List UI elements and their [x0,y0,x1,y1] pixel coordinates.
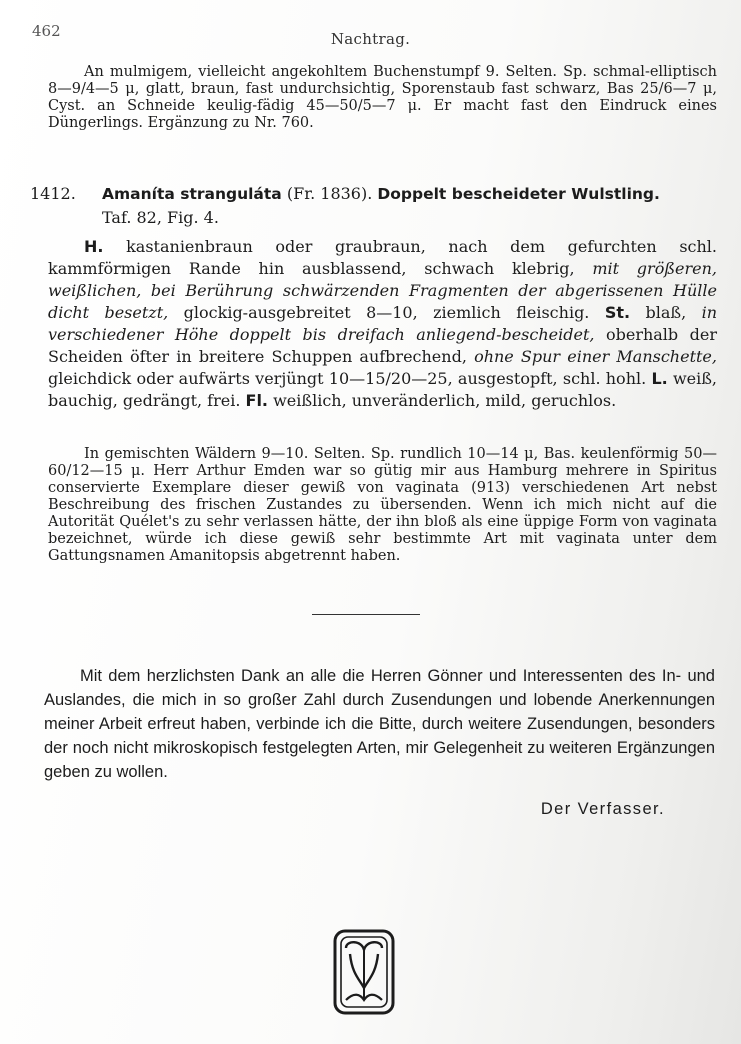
hat-text-2: glockig-ausgebreitet 8—10, ziemlich fleischig. [183,303,590,322]
stem-text-2: oberhalb der Scheiden öfter in breitere Schuppen aufbrechend, [48,325,718,366]
entry-plate-ref: Taf. 82, Fig. 4. [102,208,219,227]
hat-label: H. [84,237,104,256]
running-head: Nachtrag. [330,30,411,48]
stem-text-1: blaß, [645,303,687,322]
printer-mark-icon [332,928,396,1016]
addendum-paragraph [48,64,717,132]
flesh-text: weißlich, unveränderlich, mild, geruchlos. [273,391,617,410]
signature: Der Verfasser. [540,800,665,818]
closing-paragraph [44,664,715,784]
entry-note [48,446,717,565]
stem-text-3: gleichdick oder aufwärts verjüngt 10—15/20—25, ausgestopft, schl. hohl. [48,369,647,388]
entry-heading [30,182,660,230]
entry-number: 1412. [30,184,76,203]
entry-scientific-name: Amaníta stranguláta [102,185,282,203]
entry-note-text: In gemischten Wäldern 9—10. Selten. Sp. rundlich 10—14 μ, Bas. keulenförmig 50—60/12—15 μ. Herr Arthur Emden war so gütig mir aus Hamburg mehrere in Spiritus conservierte Exemplare dieser gewiß von vaginata (913) verschiedenen Art nebst Beschreibung des frischen Zustandes zu übersenden. Wenn ich mich nicht auf die Autorität Quélet's zu sehr verlassen hätte, der ihn bloß als eine üppige Form von vaginata bezeichnet, würde ich diese gewiß sehr bestimmte Art mit vaginata unter dem Gattungsnamen Amanitopsis abgetrennt haben. [48,446,717,564]
stem-label: St. [604,303,631,322]
entry-common-name: Doppelt bescheideter Wulstling. [377,185,660,203]
page-number: 462 [32,22,61,40]
addendum-text: An mulmigem, vielleicht angekohltem Buchenstumpf 9. Selten. Sp. schmal-elliptisch 8—9/4—5 μ, glatt, braun, fast undurchsichtig, Sporenstaub fast schwarz, Bas 25/6—7 μ, Cyst. an Schneide keulig-fädig 45—50/5—7 μ. Er macht fast den Eindruck eines Düngerlings. Ergänzung zu Nr. 760. [48,64,717,131]
entry-description [48,236,717,412]
entry-author: (Fr. 1836). [286,184,373,203]
gills-label: L. [651,369,668,388]
hat-text-italic: mit größeren, weißlichen, bei Berührung schwärzenden Fragmenten der abgerissenen Hülle dicht besetzt, [48,259,717,322]
gills-text: weiß, bauchig, gedrängt, frei. [48,369,718,410]
flesh-label: Fl. [245,391,269,410]
closing-text: Mit dem herzlichsten Dank an alle die Herren Gönner und Interessenten des In- und Auslandes, die mich in so großer Zahl durch Zusendungen und lobende Anerkennungen meiner Arbeit erfreut haben, verbinde ich die Bitte, durch weitere Zusendungen, besonders der noch nicht mikroskopisch festgelegten Arten, mir Gelegenheit zu weiteren Ergänzungen geben zu wollen. [44,667,715,781]
stem-text-italic: in verschiedener Höhe doppelt bis dreifach anliegend-bescheidet, [48,303,718,344]
hat-text-1: kastanienbraun oder graubraun, nach dem gefurchten schl. kammförmigen Rande hin ausblassend, schwach klebrig, [48,237,717,278]
stem-text-italic-2: ohne Spur einer Manschette, [474,347,717,366]
section-divider [312,614,420,615]
